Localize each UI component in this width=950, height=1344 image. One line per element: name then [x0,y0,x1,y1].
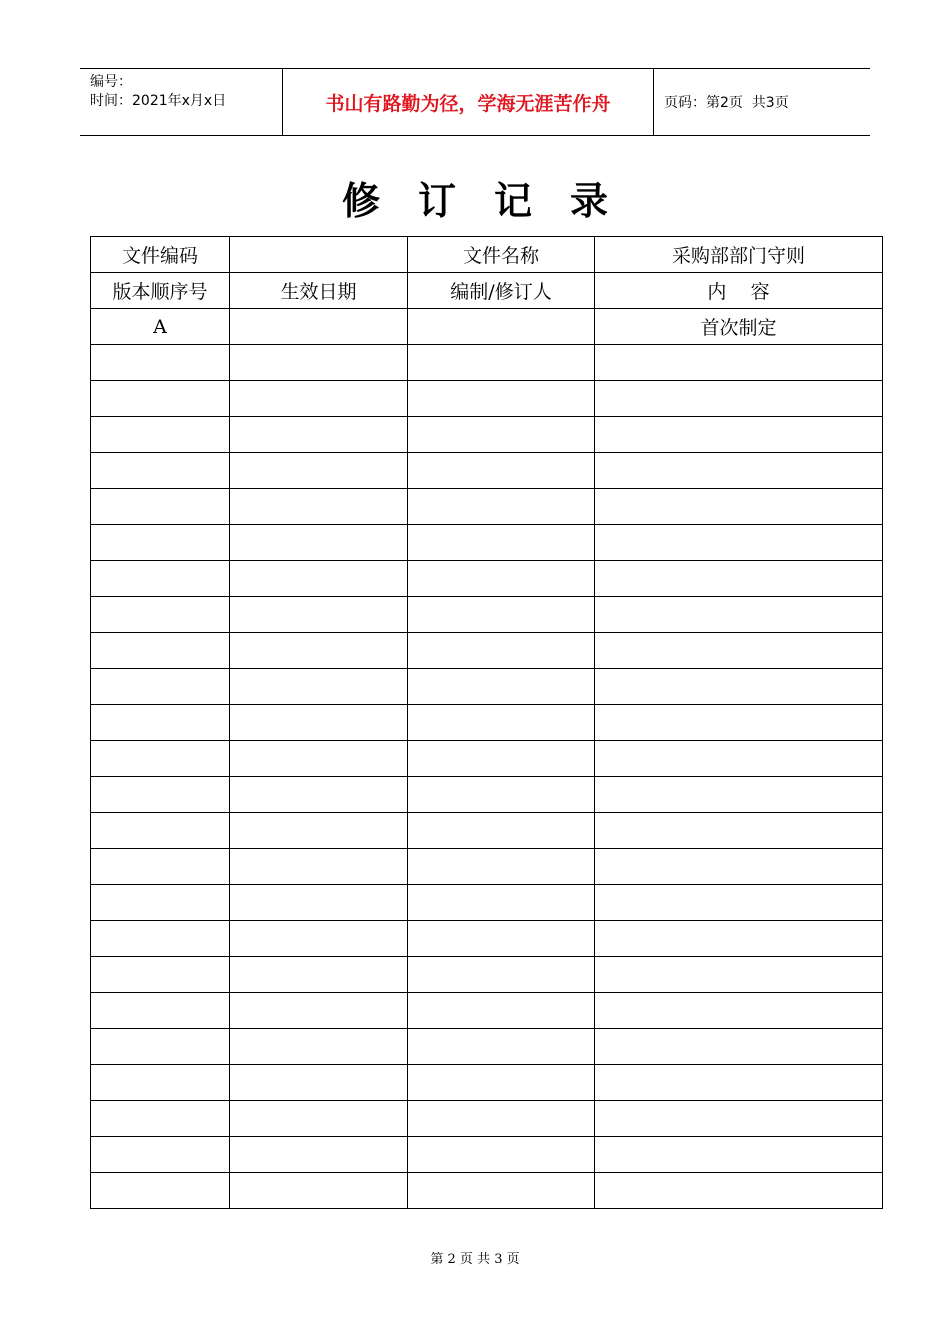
editor-cell [408,345,595,381]
effective-date-cell [230,633,408,669]
content-cell [595,489,883,525]
revision-table-body [91,237,883,1209]
empty-table-row [91,453,883,489]
effective-date-cell [230,885,408,921]
version-cell [91,741,230,777]
editor-cell [408,813,595,849]
version-cell [91,1029,230,1065]
effective-date-cell [230,741,408,777]
editor-cell [408,525,595,561]
version-cell: A [91,309,230,345]
editor-cell [408,669,595,705]
effective-date-cell [230,417,408,453]
effective-date-cell [230,705,408,741]
effective-date-cell [230,309,408,345]
content-cell [595,957,883,993]
effective-date-cell [230,921,408,957]
version-cell [91,1173,230,1209]
version-cell [91,993,230,1029]
version-cell [91,489,230,525]
content-cell [595,561,883,597]
document-header [80,68,870,136]
editor-cell [408,309,595,345]
content-cell [595,885,883,921]
content-cell [595,1137,883,1173]
editor-cell [408,1101,595,1137]
column-header-content: 内 容 [595,273,883,309]
version-cell [91,849,230,885]
file-name-value: 采购部部门守则 [595,237,883,273]
effective-date-cell [230,993,408,1029]
empty-table-row [91,669,883,705]
effective-date-cell [230,1101,408,1137]
empty-table-row [91,705,883,741]
editor-cell [408,453,595,489]
version-cell [91,597,230,633]
effective-date-cell [230,1173,408,1209]
effective-date-cell [230,561,408,597]
version-cell [91,525,230,561]
empty-table-row [91,993,883,1029]
column-header-editor: 编制/修订人 [408,273,595,309]
empty-table-row [91,597,883,633]
empty-table-row [91,489,883,525]
document-info-row [91,237,883,273]
file-code-value [230,237,408,273]
content-cell [595,345,883,381]
empty-table-row [91,381,883,417]
empty-table-row [91,1029,883,1065]
version-cell [91,705,230,741]
editor-cell [408,705,595,741]
content-cell [595,1173,883,1209]
empty-table-row [91,1065,883,1101]
empty-table-row [91,345,883,381]
column-header-effective-date: 生效日期 [230,273,408,309]
page-title: 修订记录 [341,179,646,223]
version-cell [91,921,230,957]
empty-table-row [91,633,883,669]
version-cell [91,633,230,669]
editor-cell [408,1065,595,1101]
empty-table-row [91,777,883,813]
editor-cell [408,1137,595,1173]
editor-cell [408,885,595,921]
effective-date-cell [230,1137,408,1173]
version-cell [91,777,230,813]
effective-date-cell [230,525,408,561]
empty-table-row [91,849,883,885]
content-cell [595,921,883,957]
empty-table-row [91,813,883,849]
content-cell [595,777,883,813]
file-code-label: 文件编码 [91,237,230,273]
editor-cell [408,417,595,453]
effective-date-cell [230,957,408,993]
document-number-label: 编号： [90,74,132,90]
content-cell [595,1101,883,1137]
content-cell [595,417,883,453]
empty-table-row [91,1101,883,1137]
version-cell [91,345,230,381]
version-cell [91,453,230,489]
editor-cell [408,381,595,417]
effective-date-cell [230,1029,408,1065]
editor-cell [408,741,595,777]
editor-cell [408,777,595,813]
content-cell [595,1065,883,1101]
empty-table-row [91,885,883,921]
effective-date-cell [230,1065,408,1101]
version-cell [91,417,230,453]
table-header-row [91,273,883,309]
editor-cell [408,597,595,633]
page-footer: 第 2 页 共 3 页 [430,1252,520,1267]
editor-cell [408,633,595,669]
effective-date-cell [230,453,408,489]
version-cell [91,381,230,417]
content-cell [595,1029,883,1065]
editor-cell [408,921,595,957]
content-cell: 首次制定 [595,309,883,345]
content-cell [595,705,883,741]
version-cell [91,669,230,705]
version-cell [91,813,230,849]
header-page-info: 页码：第2页 共3页 [664,95,789,111]
effective-date-cell [230,849,408,885]
content-cell [595,453,883,489]
empty-table-row [91,957,883,993]
content-cell [595,741,883,777]
editor-cell [408,489,595,525]
empty-table-row [91,417,883,453]
version-cell [91,957,230,993]
effective-date-cell [230,669,408,705]
empty-table-row [91,921,883,957]
content-cell [595,669,883,705]
content-cell [595,597,883,633]
version-cell [91,1065,230,1101]
table-row [91,309,883,345]
editor-cell [408,849,595,885]
effective-date-cell [230,777,408,813]
empty-table-row [91,1137,883,1173]
content-cell [595,813,883,849]
empty-table-row [91,741,883,777]
effective-date-cell [230,345,408,381]
content-cell [595,849,883,885]
empty-table-row [91,525,883,561]
empty-table-row [91,561,883,597]
column-header-version: 版本顺序号 [91,273,230,309]
version-cell [91,1101,230,1137]
editor-cell [408,957,595,993]
document-time-label: 时间：2021年x月x日 [90,93,227,109]
effective-date-cell [230,813,408,849]
content-cell [595,381,883,417]
content-cell [595,633,883,669]
empty-table-row [91,1173,883,1209]
effective-date-cell [230,597,408,633]
editor-cell [408,1029,595,1065]
editor-cell [408,1173,595,1209]
content-cell [595,993,883,1029]
revision-table [90,236,883,1209]
header-meta [80,69,282,135]
header-motto: 书山有路勤为径，学海无涯苦作舟 [282,69,654,135]
version-cell [91,561,230,597]
file-name-label: 文件名称 [408,237,595,273]
editor-cell [408,993,595,1029]
version-cell [91,885,230,921]
editor-cell [408,561,595,597]
version-cell [91,1137,230,1173]
effective-date-cell [230,381,408,417]
content-cell [595,525,883,561]
effective-date-cell [230,489,408,525]
